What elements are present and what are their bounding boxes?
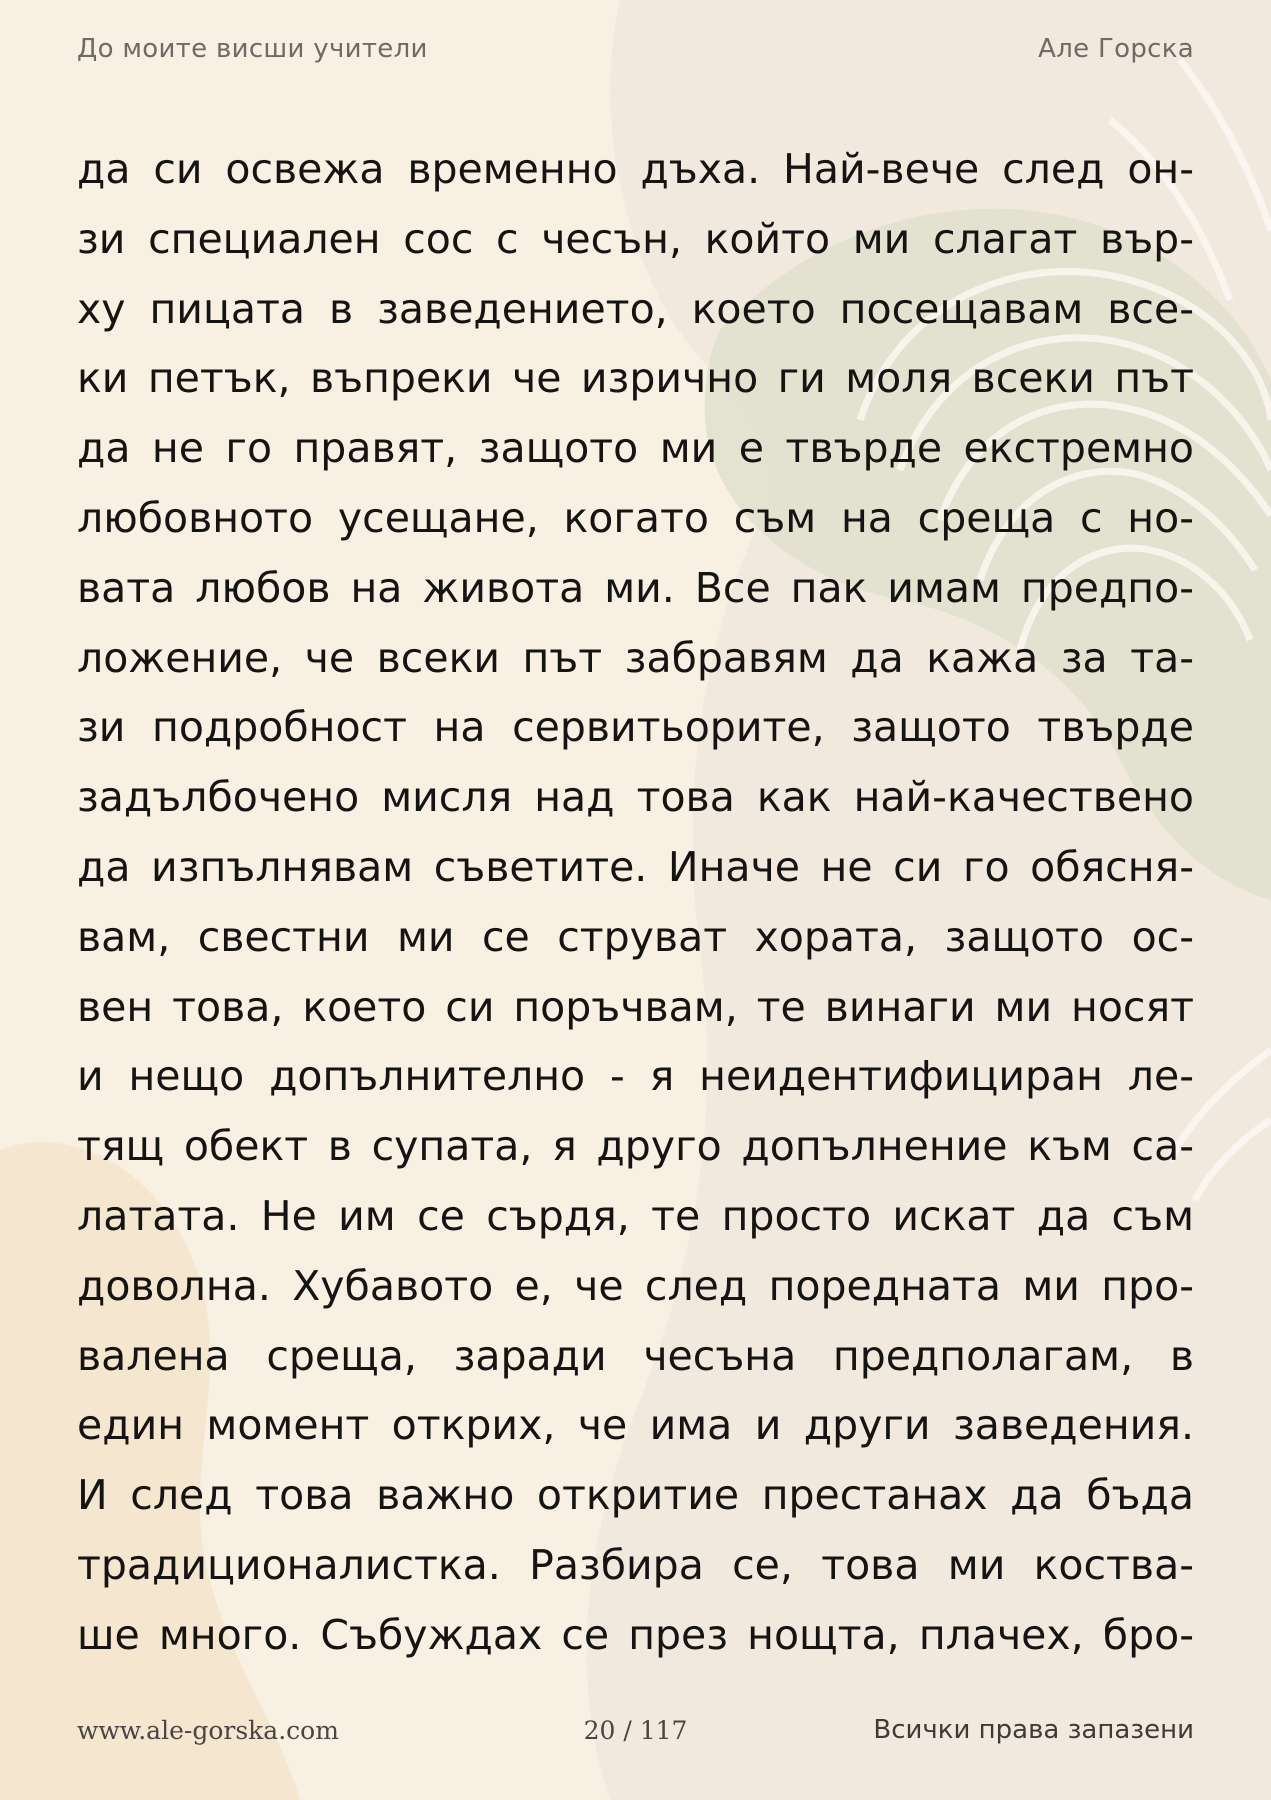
book-title: До моите висши учители — [77, 34, 428, 64]
text-line: ше много. Събуждах се през нощта, плачех, бро- — [77, 1610, 1194, 1659]
text-line: вам, свестни ми се струват хората, защото ос- — [77, 912, 1194, 961]
website-link[interactable]: www.ale-gorska.com — [77, 1716, 339, 1745]
text-line: доволна. Хубавото е, че след поредната ми про- — [77, 1261, 1194, 1310]
page-indicator: 20 / 117 — [583, 1716, 688, 1745]
text-line: и нещо допълнително - я неидентифициран ле- — [77, 1052, 1194, 1101]
text-line: да си освежа временно дъха. Най-вече след он- — [77, 145, 1194, 193]
text-line: валена среща, заради чесъна предполагам, в — [77, 1331, 1194, 1380]
text-line: традиционалистка. Разбира се, това ми коства- — [77, 1540, 1194, 1589]
text-line: ки петък, въпреки че изрично ги моля всеки път — [77, 354, 1194, 403]
author-name: Але Горска — [1038, 34, 1194, 64]
copyright-notice: Всички права запазени — [873, 1715, 1194, 1745]
text-line: зи подробност на сервитьорите, защото твърде — [77, 703, 1194, 752]
text-line: зи специален сос с чесън, който ми слагат вър- — [77, 214, 1194, 263]
text-line: ху пицата в заведението, което посещавам все- — [77, 284, 1194, 333]
text-line: да изпълнявам съветите. Иначе не си го обясня- — [77, 842, 1194, 891]
text-line: ложение, че всеки път забравям да кажа за та- — [77, 633, 1194, 682]
text-line: любовното усещане, когато съм на среща с но- — [77, 493, 1194, 542]
text-line: един момент открих, че има и други заведения. — [77, 1401, 1194, 1450]
text-line: латата. Не им се сърдя, те просто искат да съм — [77, 1191, 1194, 1240]
text-line: вен това, което си поръчвам, те винаги ми носят — [77, 982, 1194, 1031]
text-line: тящ обект в супата, я друго допълнение към са- — [77, 1122, 1194, 1171]
body-text — [77, 135, 1194, 1671]
text-line: задълбочено мисля над това как най-качествено — [77, 773, 1194, 822]
text-line: да не го правят, защото ми е твърде екстремно — [77, 424, 1194, 473]
text-line: вата любов на живота ми. Все пак имам предпо- — [77, 563, 1194, 612]
text-line: И след това важно откритие престанах да бъда — [77, 1471, 1194, 1520]
